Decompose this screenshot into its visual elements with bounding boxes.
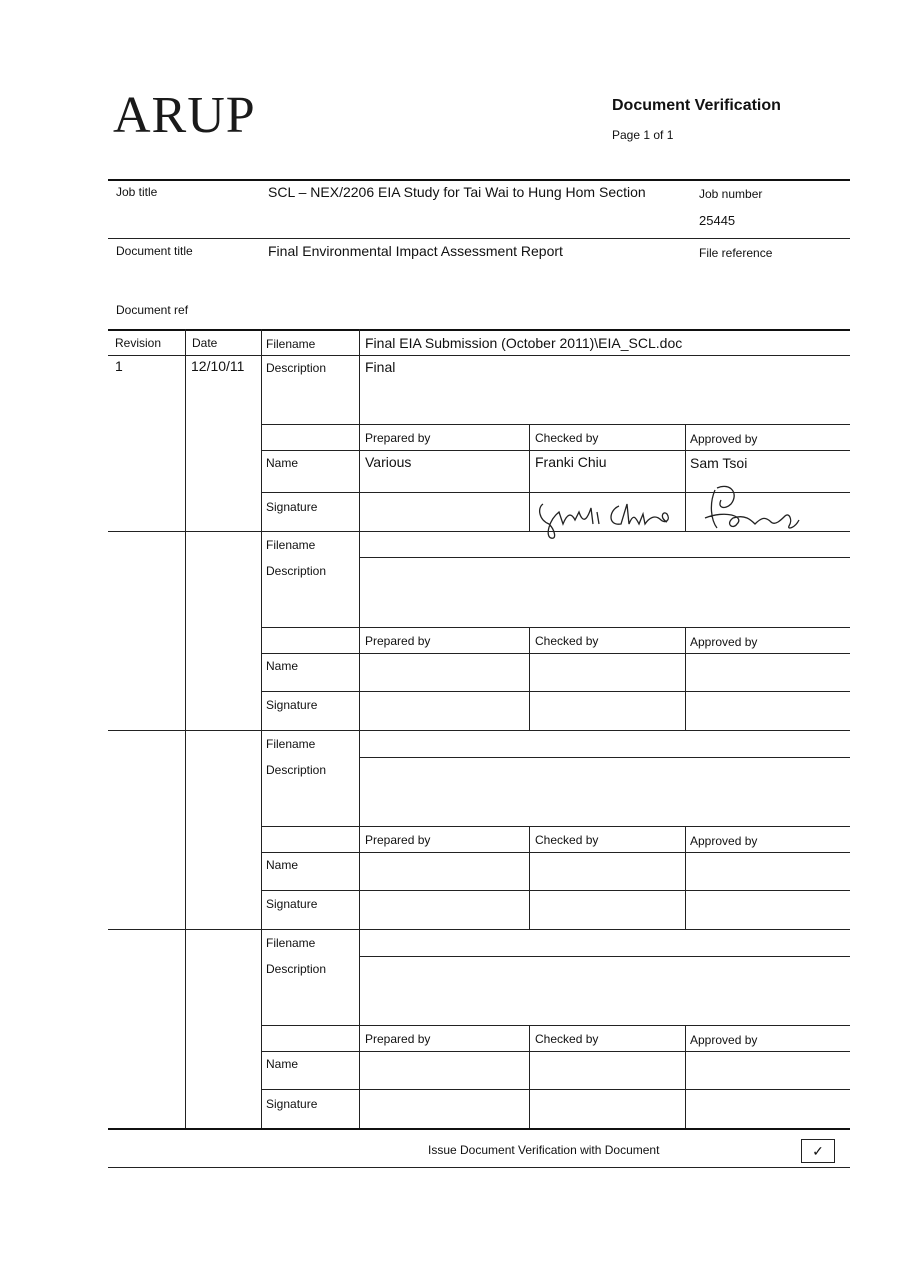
- signature-label: Signature: [266, 698, 318, 712]
- approved-by-label: Approved by: [690, 635, 758, 649]
- document-ref-label: Document ref: [116, 303, 189, 317]
- checked-by-label: Checked by: [535, 634, 599, 648]
- signature-label: Signature: [266, 1097, 318, 1111]
- prepared-by-label: Prepared by: [365, 833, 431, 847]
- column-divider: [685, 627, 686, 731]
- column-divider: [529, 627, 530, 731]
- checked-by-label: Checked by: [535, 431, 599, 445]
- column-divider: [261, 329, 262, 1129]
- row-divider: [359, 956, 850, 957]
- description-value: Final: [365, 359, 396, 375]
- divider: [108, 238, 850, 239]
- block-divider: [108, 531, 850, 532]
- column-divider: [685, 1025, 686, 1129]
- column-divider: [529, 424, 530, 532]
- date-header: Date: [192, 336, 218, 350]
- document-title-label: Document title: [116, 244, 193, 258]
- filename-label: Filename: [266, 936, 316, 950]
- name-label: Name: [266, 456, 299, 470]
- date-value: 12/10/11: [191, 358, 245, 374]
- column-divider: [685, 424, 686, 532]
- column-divider: [529, 826, 530, 930]
- job-number-value: 25445: [699, 213, 736, 228]
- row-divider: [359, 757, 850, 758]
- description-label: Description: [266, 361, 327, 375]
- approved-name: Sam Tsoi: [690, 455, 748, 471]
- job-title-label: Job title: [116, 185, 158, 199]
- issue-checkbox[interactable]: ✓: [801, 1139, 835, 1163]
- block-divider: [108, 929, 850, 930]
- table-bottom-border: [108, 1128, 850, 1130]
- document-title-value: Final Environmental Impact Assessment Report: [268, 243, 563, 259]
- prepared-by-label: Prepared by: [365, 431, 431, 445]
- prepared-name: Various: [365, 454, 412, 470]
- checked-by-label: Checked by: [535, 833, 599, 847]
- page-title: Document Verification: [612, 97, 781, 114]
- row-divider: [261, 653, 850, 654]
- approved-by-label: Approved by: [690, 1033, 758, 1047]
- filename-value: Final EIA Submission (October 2011)\EIA_SCL.doc: [365, 335, 683, 351]
- approved-by-label: Approved by: [690, 432, 758, 446]
- name-label: Name: [266, 659, 299, 673]
- checked-by-label: Checked by: [535, 1032, 599, 1046]
- description-label: Description: [266, 763, 327, 777]
- filename-label: Filename: [266, 538, 316, 552]
- column-divider: [185, 329, 186, 1129]
- prepared-by-label: Prepared by: [365, 1032, 431, 1046]
- block-divider: [108, 730, 850, 731]
- row-divider: [261, 826, 850, 827]
- footer-border: [108, 1167, 850, 1168]
- column-divider: [359, 329, 360, 1129]
- filename-label: Filename: [266, 337, 316, 351]
- filename-label: Filename: [266, 737, 316, 751]
- checked-name: Franki Chiu: [535, 454, 607, 470]
- row-divider: [261, 627, 850, 628]
- file-reference-label: File reference: [699, 246, 773, 260]
- row-divider: [261, 1051, 850, 1052]
- issue-text: Issue Document Verification with Document: [428, 1143, 660, 1157]
- column-divider: [685, 826, 686, 930]
- column-divider: [529, 1025, 530, 1129]
- revision-header: Revision: [115, 336, 162, 350]
- prepared-by-label: Prepared by: [365, 634, 431, 648]
- signature-label: Signature: [266, 897, 318, 911]
- revision-value: 1: [115, 358, 123, 374]
- approved-by-label: Approved by: [690, 834, 758, 848]
- row-divider: [261, 1089, 850, 1090]
- name-label: Name: [266, 858, 299, 872]
- description-label: Description: [266, 962, 327, 976]
- company-logo: ARUP: [113, 87, 256, 144]
- signature-label: Signature: [266, 500, 318, 514]
- table-top-border: [108, 329, 850, 331]
- checked-signature: [535, 490, 680, 542]
- divider: [108, 179, 850, 181]
- row-divider: [261, 450, 850, 451]
- row-divider: [261, 852, 850, 853]
- job-number-label: Job number: [699, 187, 763, 201]
- job-title-value: SCL – NEX/2206 EIA Study for Tai Wai to Hung Hom Section: [268, 184, 646, 200]
- row-divider: [261, 691, 850, 692]
- row-divider: [261, 424, 850, 425]
- table-header-border: [108, 355, 850, 356]
- row-divider: [359, 557, 850, 558]
- description-label: Description: [266, 564, 327, 578]
- page-number: Page 1 of 1: [612, 128, 674, 142]
- row-divider: [261, 890, 850, 891]
- name-label: Name: [266, 1057, 299, 1071]
- row-divider: [261, 1025, 850, 1026]
